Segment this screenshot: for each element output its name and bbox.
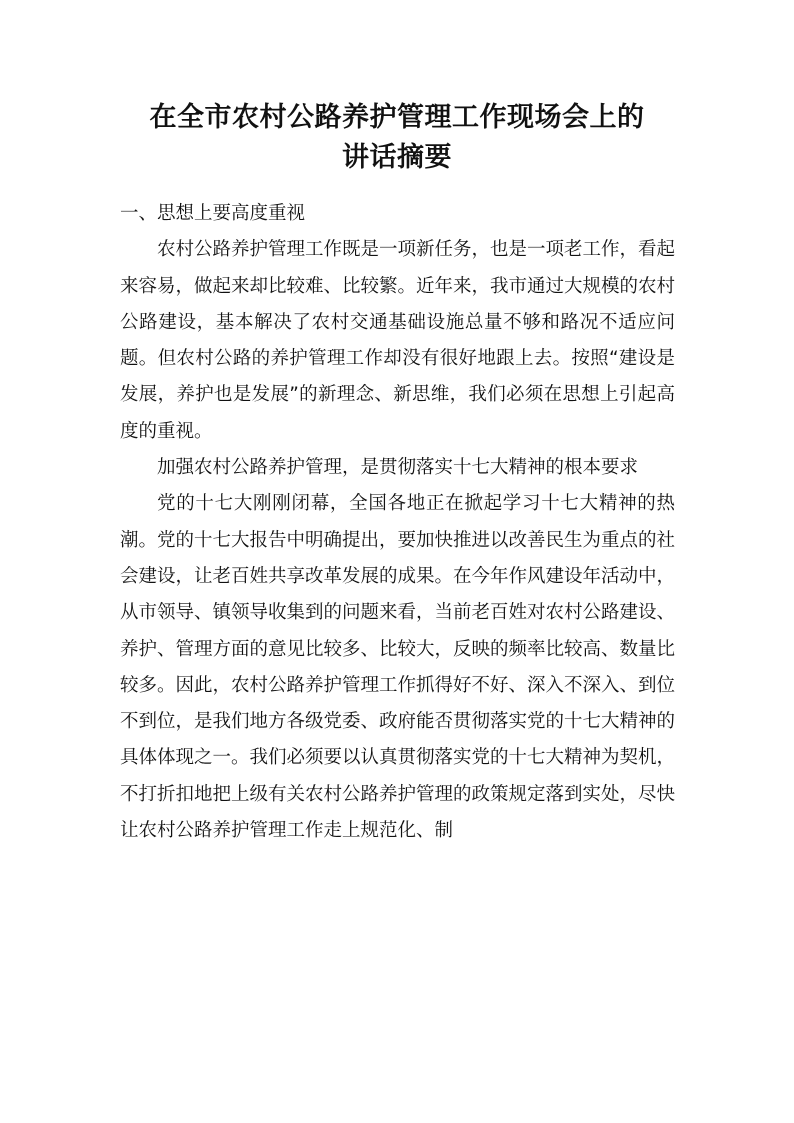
document-title-line2: 讲话摘要 [342, 142, 452, 173]
paragraph-3: 党的十七大刚刚闭幕，全国各地正在掀起学习十七大精神的热潮。党的十七大报告中明确提出，要加快推进以改善民生为重点的社会建设，让老百姓共享改革发展的成果。在今年作风建设年活动中，从市领导、镇领导收集到的问题来看，当前老百姓对农村公路建设、养护、管理方面的意见比较多、比较大，反映的频率比较高、数量比较多。因此，农村公路养护管理工作抓得好不好、深入不深入、到位不到位，是我们地方各级党委、政府能否贯彻落实党的十七大精神的具体体现之一。我们必须要以认真贯彻落实党的十七大精神为契机，不打折扣地把上级有关农村公路养护管理的政策规定落到实处，尽快让农村公路养护管理工作走上规范化、制 [120, 493, 676, 842]
paragraph-2-subheading: 加强农村公路养护管理，是贯彻落实十七大精神的根本要求 [157, 457, 639, 479]
document-title-line1: 在全市农村公路养护管理工作现场会上的 [149, 102, 645, 133]
section-heading: 一、思想上要高度重视 [120, 203, 306, 224]
document-body [120, 196, 675, 849]
paragraph-1: 农村公路养护管理工作既是一项新任务，也是一项老工作，看起来容易，做起来却比较难、比较繁。近年来，我市通过大规模的农村公路建设，基本解决了农村交通基础设施总量不够和路况不适应问题。但农村公路的养护管理工作却没有很好地跟上去。按照“建设是发展，养护也是发展”的新理念、新思维，我们必须在思想上引起高度的重视。 [120, 239, 676, 442]
